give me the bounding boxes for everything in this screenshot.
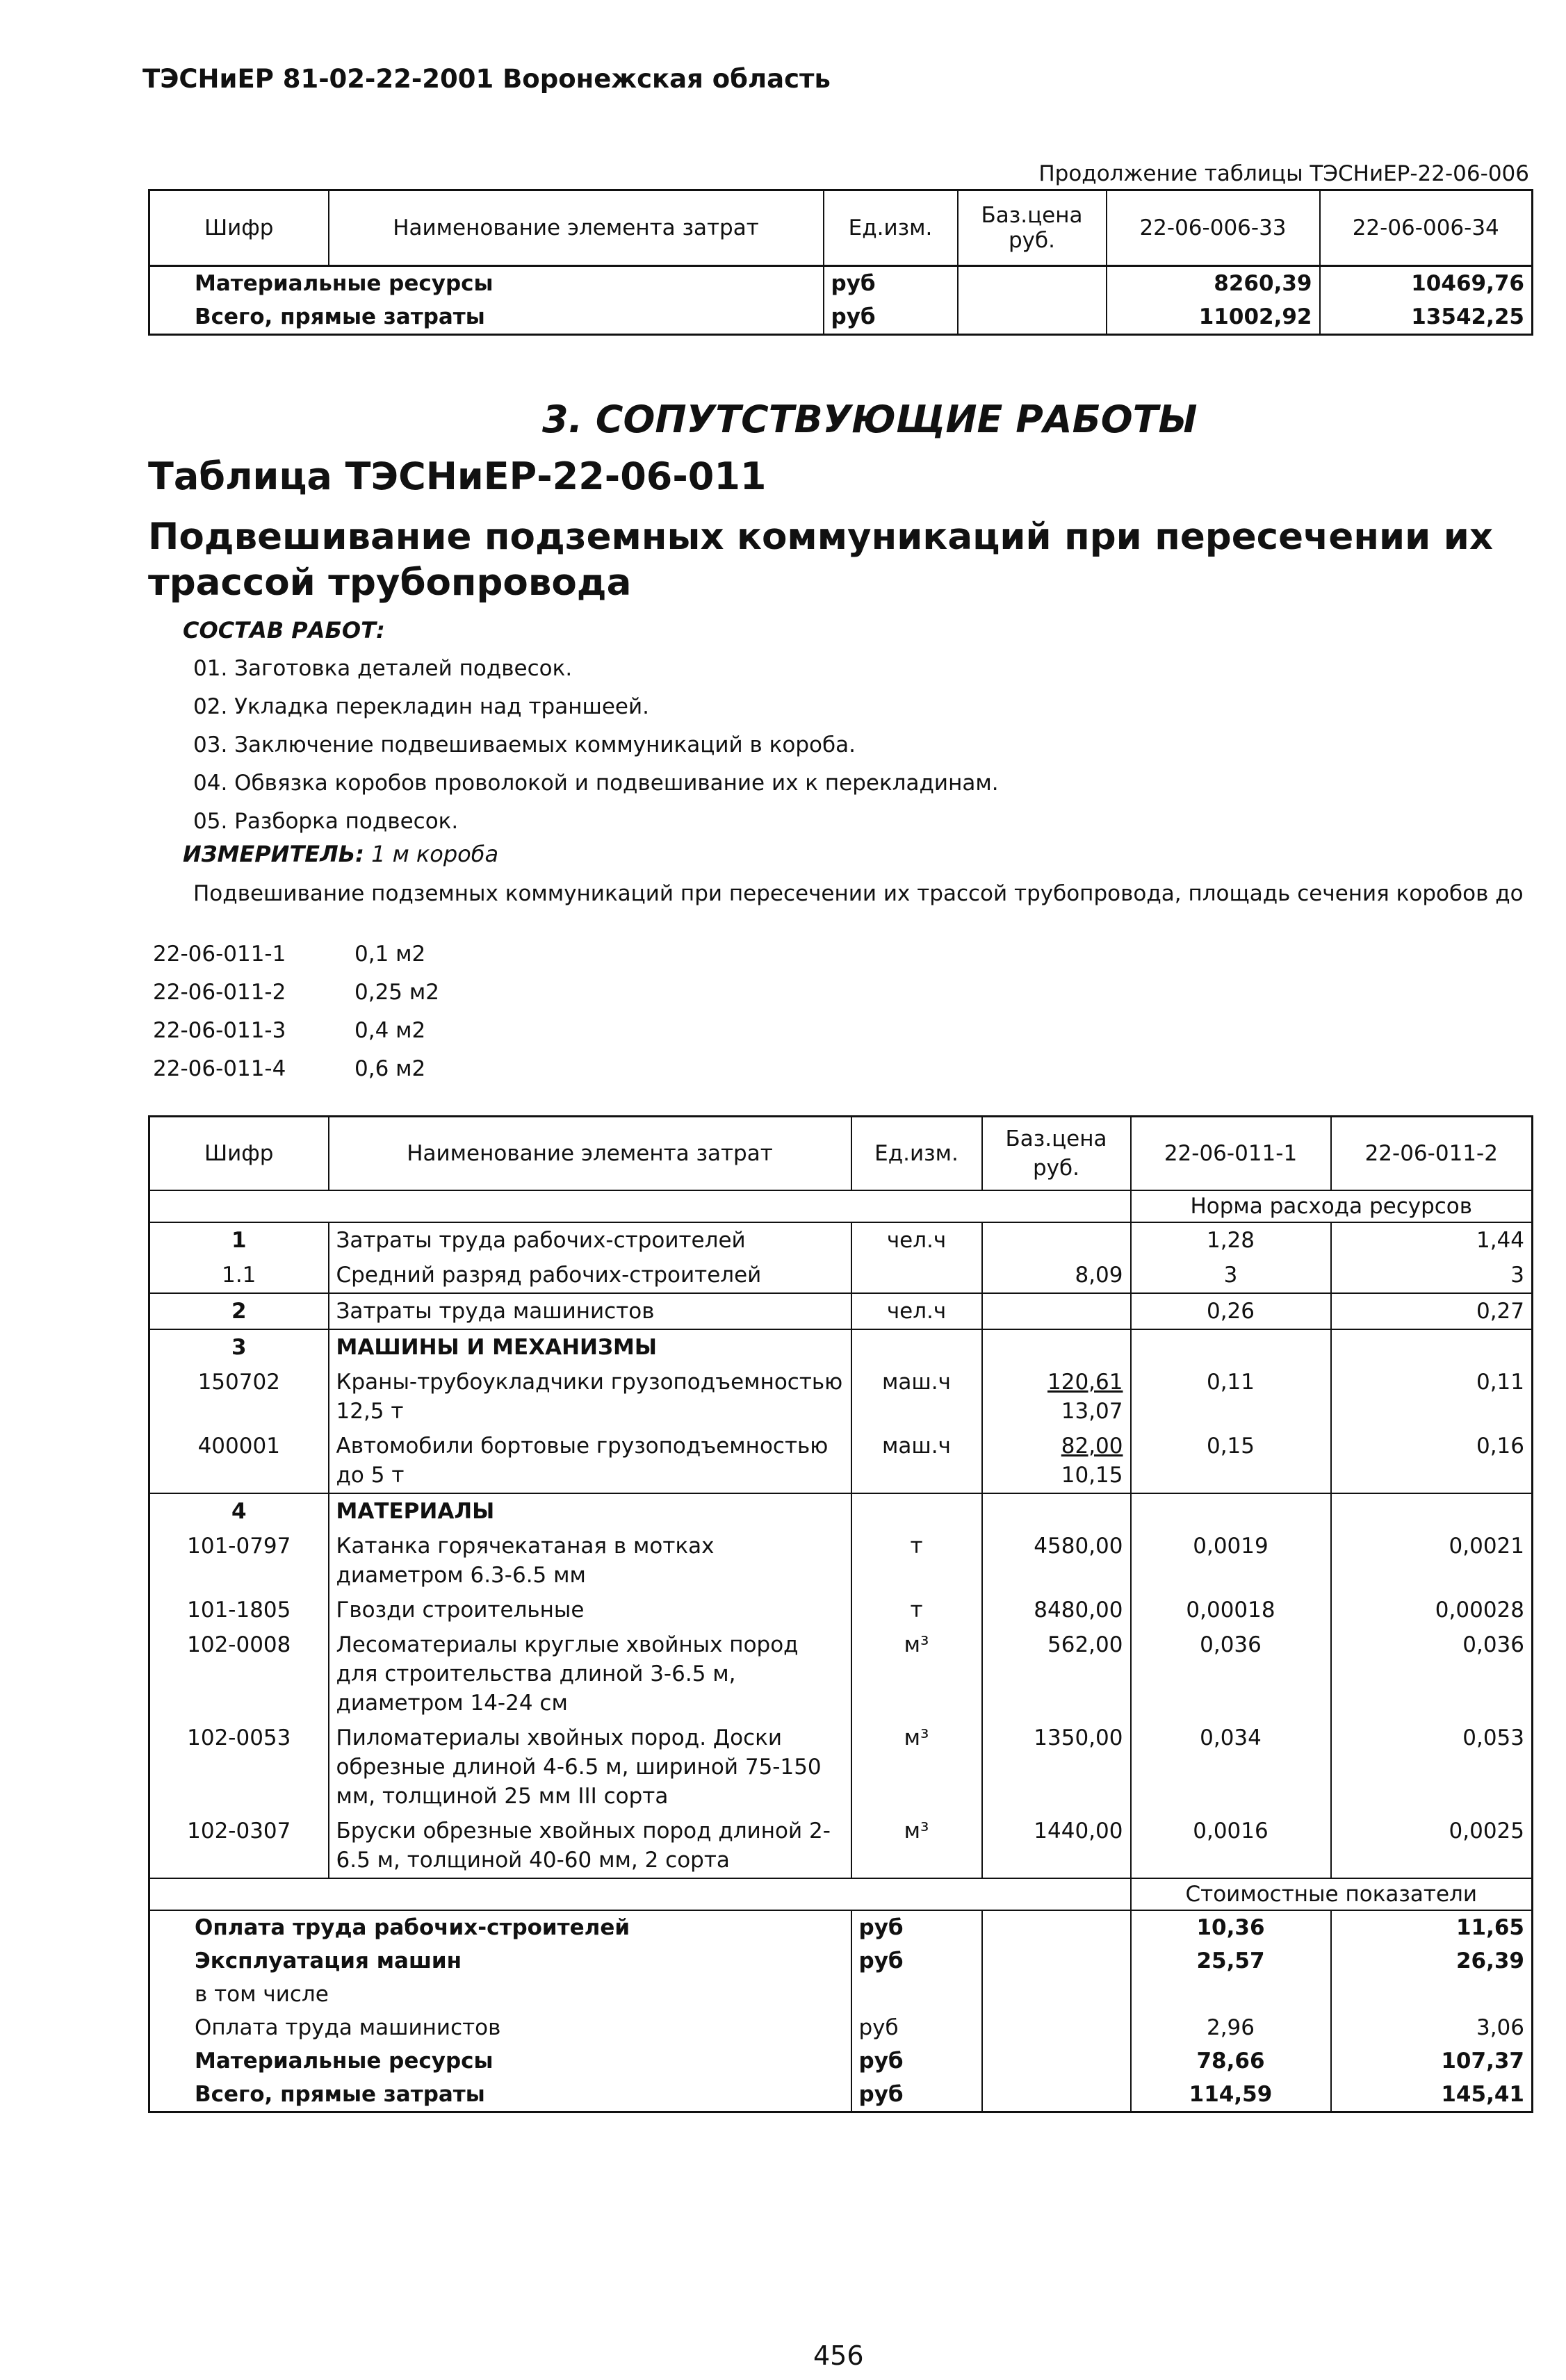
- row-value: 0,15: [1131, 1429, 1331, 1493]
- row-code: 1: [149, 1222, 329, 1258]
- list-item: 05. Разборка подвесок.: [193, 809, 459, 834]
- continuation-table: [148, 189, 1533, 336]
- row-value: 0,27: [1331, 1293, 1533, 1329]
- row-unit: т: [851, 1593, 982, 1627]
- row-unit: маш.ч: [851, 1365, 982, 1429]
- row-name: Всего, прямые затраты: [149, 300, 824, 335]
- row-name: МАТЕРИАЛЫ: [329, 1493, 851, 1529]
- code-value: 0,4 м2: [354, 1018, 426, 1043]
- resource-rows: [149, 1222, 1533, 1878]
- row-value: 0,16: [1331, 1429, 1533, 1493]
- row-value: [1131, 1978, 1331, 2011]
- code: 22-06-011-2: [153, 980, 286, 1005]
- row-name: Эксплуатация машин: [149, 1944, 851, 1978]
- row-unit: руб: [851, 2044, 982, 2078]
- col-header-name: Наименование элемента затрат: [329, 190, 824, 266]
- table-row: [149, 2011, 1533, 2044]
- row-value: 8260,39: [1107, 266, 1320, 301]
- row-price: 4580,00: [1034, 1534, 1123, 1559]
- cost-rows: [149, 1910, 1533, 2112]
- row-unit: руб: [851, 2078, 982, 2112]
- table-row: [149, 1944, 1533, 1978]
- list-item: 03. Заключение подвешиваемых коммуникаций в короба.: [193, 732, 856, 757]
- row-name: МАШИНЫ И МЕХАНИЗМЫ: [329, 1329, 851, 1365]
- table-row: [149, 1721, 1533, 1814]
- row-value: 0,036: [1331, 1627, 1533, 1721]
- row-price-machinist: 13,07: [1061, 1399, 1123, 1424]
- table-row: [149, 1258, 1533, 1293]
- row-price: 82,00: [1061, 1434, 1123, 1459]
- row-name: Лесоматериалы круглые хвойных пород для строительства длиной 3-6.5 м, диаметром 14-24 см: [329, 1627, 851, 1721]
- row-name: Бруски обрезные хвойных пород длиной 2-6.5 м, толщиной 40-60 мм, 2 сорта: [329, 1814, 851, 1878]
- row-price-machinist: 10,15: [1061, 1463, 1123, 1488]
- row-value: [1331, 1329, 1533, 1365]
- row-unit: руб: [824, 300, 958, 335]
- row-name: Оплата труда рабочих-строителей: [149, 1910, 851, 1944]
- row-value: 26,39: [1331, 1944, 1533, 1978]
- row-value: 1,44: [1331, 1222, 1533, 1258]
- code: 22-06-011-1: [153, 942, 286, 967]
- row-value: 25,57: [1131, 1944, 1331, 1978]
- row-value: 114,59: [1131, 2078, 1331, 2112]
- row-code: 2: [149, 1293, 329, 1329]
- cost-header-row: [149, 1878, 1533, 1910]
- row-value: 0,036: [1131, 1627, 1331, 1721]
- code: 22-06-011-3: [153, 1018, 286, 1043]
- row-code: 102-0053: [149, 1721, 329, 1814]
- row-value: 107,37: [1331, 2044, 1533, 2078]
- row-price: 120,61: [1047, 1370, 1123, 1395]
- row-name: Затраты труда машинистов: [329, 1293, 851, 1329]
- section-title: 3. СОПУТСТВУЮЩИЕ РАБОТЫ: [542, 397, 1198, 441]
- table-row: [149, 300, 1533, 335]
- row-value: 10469,76: [1320, 266, 1533, 301]
- list-item: 02. Укладка перекладин над траншеей.: [193, 694, 649, 719]
- row-unit: м³: [851, 1814, 982, 1878]
- row-name: Средний разряд рабочих-строителей: [329, 1258, 851, 1293]
- row-value: 145,41: [1331, 2078, 1533, 2112]
- row-value: 0,0019: [1131, 1529, 1331, 1593]
- row-value: 11002,92: [1107, 300, 1320, 335]
- list-item: [153, 1050, 439, 1088]
- row-unit: [851, 1978, 982, 2011]
- row-name: Материальные ресурсы: [149, 266, 824, 301]
- table-subtitle: Подвешивание подземных коммуникаций при пересечении их трассой трубопровода: [148, 516, 1494, 604]
- description: Подвешивание подземных коммуникаций при пересечении их трассой трубопровода, площадь сечения коробов до: [193, 881, 1524, 906]
- row-value: 0,034: [1131, 1721, 1331, 1814]
- col-header-name: Наименование элемента затрат: [329, 1117, 851, 1191]
- row-unit: м³: [851, 1627, 982, 1721]
- table-row: [149, 1529, 1533, 1593]
- row-price: 8480,00: [1034, 1598, 1123, 1623]
- row-code: 102-0008: [149, 1627, 329, 1721]
- col-header-code: Шифр: [149, 190, 329, 266]
- row-name: Оплата труда машинистов: [149, 2011, 851, 2044]
- work-composition-list: [193, 650, 999, 841]
- col-header-v1: 22-06-006-33: [1107, 190, 1320, 266]
- row-code: 150702: [149, 1365, 329, 1429]
- row-price: 562,00: [1047, 1632, 1123, 1657]
- table-row: [149, 1293, 1533, 1329]
- row-price: 1350,00: [1034, 1725, 1123, 1750]
- table-header-row: [149, 1117, 1533, 1191]
- row-value: 3: [1131, 1258, 1331, 1293]
- col-header-unit: Ед.изм.: [851, 1117, 982, 1191]
- row-code: 400001: [149, 1429, 329, 1493]
- row-unit: руб: [824, 266, 958, 301]
- row-unit: чел.ч: [851, 1222, 982, 1258]
- row-price: 1440,00: [1034, 1819, 1123, 1844]
- row-name: в том числе: [149, 1978, 851, 2011]
- row-value: [1131, 1493, 1331, 1529]
- table-row: [149, 2078, 1533, 2112]
- row-code: 101-1805: [149, 1593, 329, 1627]
- row-value: 1,28: [1131, 1222, 1331, 1258]
- continuation-caption: Продолжение таблицы ТЭСНиЕР-22-06-006: [1038, 161, 1529, 186]
- list-item: [153, 974, 439, 1012]
- row-value: 0,00018: [1131, 1593, 1331, 1627]
- table-row: [149, 1627, 1533, 1721]
- row-value: 13542,25: [1320, 300, 1533, 335]
- measurement-value: 1 м короба: [371, 841, 499, 867]
- list-item: [153, 935, 439, 974]
- row-unit: руб: [851, 1910, 982, 1944]
- list-item: 01. Заготовка деталей подвесок.: [193, 656, 573, 681]
- row-value: 2,96: [1131, 2011, 1331, 2044]
- table-row: [149, 1978, 1533, 2011]
- col-header-v2: 22-06-011-2: [1331, 1117, 1533, 1191]
- norma-label: Норма расхода ресурсов: [1131, 1190, 1533, 1222]
- page-number: 456: [813, 2340, 864, 2371]
- row-unit: руб: [851, 1944, 982, 1978]
- row-unit: [851, 1258, 982, 1293]
- row-value: 0,00028: [1331, 1593, 1533, 1627]
- col-header-v1: 22-06-011-1: [1131, 1117, 1331, 1191]
- measurement-unit: [183, 841, 498, 867]
- row-value: 11,65: [1331, 1910, 1533, 1944]
- row-code: 102-0307: [149, 1814, 329, 1878]
- table-row: [149, 266, 1533, 301]
- code-value: 0,1 м2: [354, 942, 426, 967]
- list-item: 04. Обвязка коробов проволокой и подвешивание их к перекладинам.: [193, 771, 999, 796]
- row-code: 101-0797: [149, 1529, 329, 1593]
- table-header-row: [149, 190, 1533, 266]
- resource-table: [148, 1115, 1533, 2113]
- col-header-code: Шифр: [149, 1117, 329, 1191]
- row-value: 0,0016: [1131, 1814, 1331, 1878]
- row-unit: [851, 1493, 982, 1529]
- measurement-label: ИЗМЕРИТЕЛЬ:: [183, 841, 364, 867]
- row-code: 1.1: [149, 1258, 329, 1293]
- col-header-price: Баз.цена руб.: [958, 190, 1107, 266]
- table-row: [149, 2044, 1533, 2078]
- row-name: Краны-трубоукладчики грузоподъемностью 12,5 т: [329, 1365, 851, 1429]
- code-value: 0,6 м2: [354, 1056, 426, 1081]
- row-value: [1331, 1978, 1533, 2011]
- col-header-unit: Ед.изм.: [824, 190, 958, 266]
- row-value: 0,11: [1331, 1365, 1533, 1429]
- row-unit: руб: [851, 2011, 982, 2044]
- row-value: 3: [1331, 1258, 1533, 1293]
- row-value: 0,053: [1331, 1721, 1533, 1814]
- code-value: 0,25 м2: [354, 980, 439, 1005]
- row-value: 0,0021: [1331, 1529, 1533, 1593]
- table-row: [149, 1429, 1533, 1493]
- row-name: Всего, прямые затраты: [149, 2078, 851, 2112]
- row-name: Затраты труда рабочих-строителей: [329, 1222, 851, 1258]
- code-list: [153, 935, 439, 1088]
- table-row: [149, 1493, 1533, 1529]
- list-item: [153, 1012, 439, 1050]
- code: 22-06-011-4: [153, 1056, 286, 1081]
- table-row: [149, 1910, 1533, 1944]
- table-row: [149, 1329, 1533, 1365]
- row-value: [1131, 1329, 1331, 1365]
- row-unit: [851, 1329, 982, 1365]
- row-unit: маш.ч: [851, 1429, 982, 1493]
- row-value: 10,36: [1131, 1910, 1331, 1944]
- work-composition-label: СОСТАВ РАБОТ:: [183, 617, 385, 643]
- table-row: [149, 1593, 1533, 1627]
- row-value: 3,06: [1331, 2011, 1533, 2044]
- row-value: 0,0025: [1331, 1814, 1533, 1878]
- table-row: [149, 1365, 1533, 1429]
- table-row: [149, 1222, 1533, 1258]
- row-value: 78,66: [1131, 2044, 1331, 2078]
- document-header: ТЭСНиЕР 81-02-22-2001 Воронежская область: [142, 64, 831, 94]
- row-value: 0,26: [1131, 1293, 1331, 1329]
- norma-header-row: [149, 1190, 1533, 1222]
- row-unit: м³: [851, 1721, 982, 1814]
- table-title: Таблица ТЭСНиЕР-22-06-011: [148, 454, 767, 498]
- row-unit: т: [851, 1529, 982, 1593]
- col-header-price: Баз.цена руб.: [982, 1117, 1131, 1191]
- row-code: 4: [149, 1493, 329, 1529]
- cost-label: Стоимостные показатели: [1131, 1878, 1533, 1910]
- row-value: [1331, 1493, 1533, 1529]
- col-header-v2: 22-06-006-34: [1320, 190, 1533, 266]
- row-price: 8,09: [1075, 1263, 1123, 1288]
- row-name: Катанка горячекатаная в мотках диаметром 6.3-6.5 мм: [329, 1529, 851, 1593]
- row-unit: чел.ч: [851, 1293, 982, 1329]
- row-name: Автомобили бортовые грузоподъемностью до 5 т: [329, 1429, 851, 1493]
- row-code: 3: [149, 1329, 329, 1365]
- table-row: [149, 1814, 1533, 1878]
- row-name: Пиломатериалы хвойных пород. Доски обрезные длиной 4-6.5 м, шириной 75-150 мм, толщиной 25 мм III сорта: [329, 1721, 851, 1814]
- row-name: Гвозди строительные: [329, 1593, 851, 1627]
- row-name: Материальные ресурсы: [149, 2044, 851, 2078]
- row-value: 0,11: [1131, 1365, 1331, 1429]
